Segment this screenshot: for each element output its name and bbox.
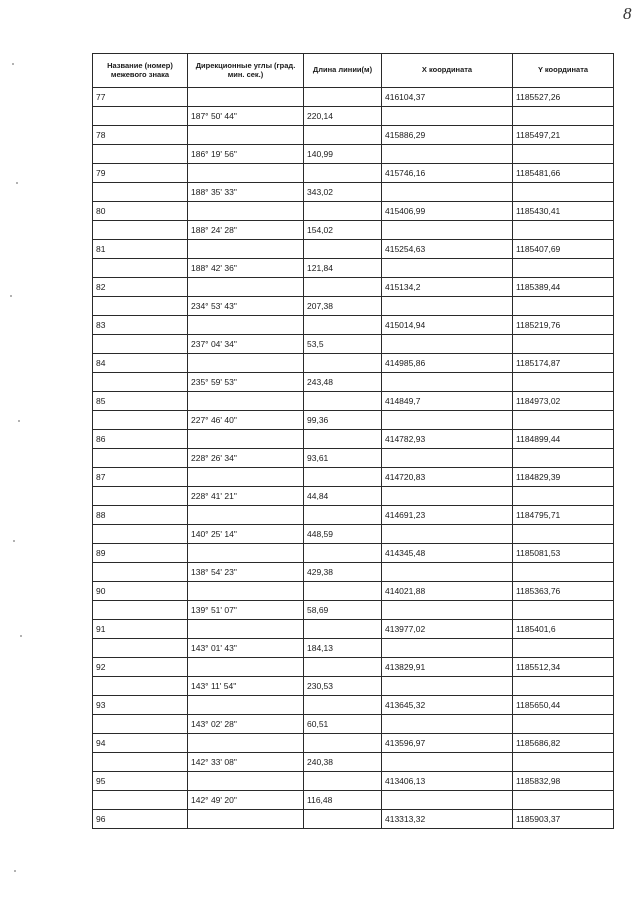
direction-angle: 234° 53' 43" [188, 297, 304, 316]
empty-cell [382, 639, 513, 658]
empty-cell [382, 183, 513, 202]
point-name: 83 [93, 316, 188, 335]
empty-cell [304, 126, 382, 145]
point-name: 87 [93, 468, 188, 487]
x-coordinate: 414691,23 [382, 506, 513, 525]
y-coordinate: 1185686,82 [513, 734, 614, 753]
empty-cell [513, 753, 614, 772]
x-coordinate: 414985,86 [382, 354, 513, 373]
empty-cell [382, 373, 513, 392]
point-row [93, 506, 614, 525]
empty-cell [513, 411, 614, 430]
point-row [93, 620, 614, 639]
point-name: 94 [93, 734, 188, 753]
empty-cell [188, 126, 304, 145]
point-name: 81 [93, 240, 188, 259]
y-coordinate: 1184829,39 [513, 468, 614, 487]
y-coordinate: 1185389,44 [513, 278, 614, 297]
empty-cell [513, 715, 614, 734]
y-coordinate: 1185430,41 [513, 202, 614, 221]
segment-row [93, 373, 614, 392]
empty-cell [93, 791, 188, 810]
header-point-name: Название (номер) межевого знака [93, 54, 188, 88]
segment-row [93, 639, 614, 658]
empty-cell [513, 487, 614, 506]
line-length: 240,38 [304, 753, 382, 772]
empty-cell [188, 734, 304, 753]
point-row [93, 734, 614, 753]
empty-cell [188, 202, 304, 221]
segment-row [93, 335, 614, 354]
y-coordinate: 1185174,87 [513, 354, 614, 373]
x-coordinate: 416104,37 [382, 88, 513, 107]
empty-cell [188, 354, 304, 373]
point-name: 89 [93, 544, 188, 563]
empty-cell [382, 411, 513, 430]
empty-cell [513, 145, 614, 164]
point-name: 79 [93, 164, 188, 183]
line-length: 99,36 [304, 411, 382, 430]
header-y-coordinate: Y координата [513, 54, 614, 88]
empty-cell [513, 259, 614, 278]
x-coordinate: 414720,83 [382, 468, 513, 487]
segment-row [93, 601, 614, 620]
y-coordinate: 1185407,69 [513, 240, 614, 259]
empty-cell [188, 278, 304, 297]
point-name: 90 [93, 582, 188, 601]
point-row [93, 696, 614, 715]
empty-cell [304, 316, 382, 335]
empty-cell [93, 639, 188, 658]
empty-cell [188, 392, 304, 411]
y-coordinate: 1185219,76 [513, 316, 614, 335]
x-coordinate: 415746,16 [382, 164, 513, 183]
point-row [93, 810, 614, 829]
direction-angle: 143° 02' 28" [188, 715, 304, 734]
direction-angle: 228° 41' 21" [188, 487, 304, 506]
empty-cell [304, 582, 382, 601]
point-row [93, 164, 614, 183]
empty-cell [93, 221, 188, 240]
scan-speck [16, 182, 18, 184]
empty-cell [304, 468, 382, 487]
empty-cell [382, 677, 513, 696]
empty-cell [188, 772, 304, 791]
empty-cell [188, 506, 304, 525]
point-row [93, 278, 614, 297]
point-name: 85 [93, 392, 188, 411]
empty-cell [304, 278, 382, 297]
empty-cell [513, 373, 614, 392]
direction-angle: 188° 42' 36" [188, 259, 304, 278]
y-coordinate: 1185903,37 [513, 810, 614, 829]
segment-row [93, 715, 614, 734]
empty-cell [513, 297, 614, 316]
y-coordinate: 1185497,21 [513, 126, 614, 145]
empty-cell [93, 335, 188, 354]
line-length: 429,38 [304, 563, 382, 582]
empty-cell [304, 392, 382, 411]
empty-cell [304, 354, 382, 373]
empty-cell [304, 810, 382, 829]
empty-cell [188, 240, 304, 259]
direction-angle: 139° 51' 07" [188, 601, 304, 620]
y-coordinate: 1185650,44 [513, 696, 614, 715]
page-number-mark: 8 [623, 4, 632, 23]
empty-cell [93, 753, 188, 772]
empty-cell [93, 715, 188, 734]
point-name: 84 [93, 354, 188, 373]
empty-cell [93, 525, 188, 544]
point-name: 93 [93, 696, 188, 715]
point-row [93, 544, 614, 563]
empty-cell [304, 620, 382, 639]
empty-cell [304, 88, 382, 107]
empty-cell [513, 183, 614, 202]
empty-cell [304, 202, 382, 221]
segment-row [93, 107, 614, 126]
header-x-coordinate: X координата [382, 54, 513, 88]
empty-cell [188, 582, 304, 601]
segment-row [93, 145, 614, 164]
line-length: 121,84 [304, 259, 382, 278]
point-name: 95 [93, 772, 188, 791]
empty-cell [304, 696, 382, 715]
empty-cell [382, 563, 513, 582]
point-row [93, 88, 614, 107]
empty-cell [93, 259, 188, 278]
direction-angle: 186° 19' 56" [188, 145, 304, 164]
segment-row [93, 221, 614, 240]
empty-cell [304, 164, 382, 183]
x-coordinate: 413596,97 [382, 734, 513, 753]
direction-angle: 188° 24' 28" [188, 221, 304, 240]
y-coordinate: 1184899,44 [513, 430, 614, 449]
point-row [93, 430, 614, 449]
empty-cell [382, 259, 513, 278]
point-name: 91 [93, 620, 188, 639]
empty-cell [382, 487, 513, 506]
y-coordinate: 1185081,53 [513, 544, 614, 563]
point-name: 78 [93, 126, 188, 145]
x-coordinate: 413977,02 [382, 620, 513, 639]
empty-cell [93, 373, 188, 392]
empty-cell [382, 601, 513, 620]
empty-cell [513, 791, 614, 810]
point-row [93, 468, 614, 487]
empty-cell [188, 658, 304, 677]
y-coordinate: 1185363,76 [513, 582, 614, 601]
empty-cell [93, 449, 188, 468]
point-name: 80 [93, 202, 188, 221]
x-coordinate: 414782,93 [382, 430, 513, 449]
x-coordinate: 415134,2 [382, 278, 513, 297]
y-coordinate: 1185481,66 [513, 164, 614, 183]
empty-cell [93, 107, 188, 126]
x-coordinate: 414021,88 [382, 582, 513, 601]
point-row [93, 316, 614, 335]
x-coordinate: 414849,7 [382, 392, 513, 411]
empty-cell [382, 791, 513, 810]
x-coordinate: 415014,94 [382, 316, 513, 335]
empty-cell [304, 506, 382, 525]
empty-cell [513, 107, 614, 126]
segment-row [93, 525, 614, 544]
point-row [93, 582, 614, 601]
x-coordinate: 415406,99 [382, 202, 513, 221]
point-row [93, 202, 614, 221]
empty-cell [188, 696, 304, 715]
empty-cell [513, 639, 614, 658]
empty-cell [513, 221, 614, 240]
segment-row [93, 449, 614, 468]
point-row [93, 240, 614, 259]
segment-row [93, 753, 614, 772]
header-direction-angle: Дирекционные углы (град. мин. сек.) [188, 54, 304, 88]
scan-speck [12, 63, 14, 65]
scan-speck [20, 635, 22, 637]
point-row [93, 354, 614, 373]
line-length: 44,84 [304, 487, 382, 506]
line-length: 140,99 [304, 145, 382, 164]
direction-angle: 140° 25' 14" [188, 525, 304, 544]
line-length: 58,69 [304, 601, 382, 620]
line-length: 343,02 [304, 183, 382, 202]
segment-row [93, 563, 614, 582]
empty-cell [93, 145, 188, 164]
empty-cell [188, 620, 304, 639]
x-coordinate: 415886,29 [382, 126, 513, 145]
empty-cell [304, 544, 382, 563]
empty-cell [188, 88, 304, 107]
empty-cell [382, 107, 513, 126]
line-length: 220,14 [304, 107, 382, 126]
y-coordinate: 1185512,34 [513, 658, 614, 677]
empty-cell [382, 335, 513, 354]
y-coordinate: 1185527,26 [513, 88, 614, 107]
segment-row [93, 677, 614, 696]
empty-cell [304, 658, 382, 677]
boundary-coordinates-table [92, 53, 614, 829]
empty-cell [304, 240, 382, 259]
empty-cell [382, 449, 513, 468]
x-coordinate: 413406,13 [382, 772, 513, 791]
empty-cell [513, 335, 614, 354]
header-line-length: Длина линии(м) [304, 54, 382, 88]
y-coordinate: 1184973,02 [513, 392, 614, 411]
line-length: 53,5 [304, 335, 382, 354]
line-length: 93,61 [304, 449, 382, 468]
scan-speck [14, 870, 16, 872]
segment-row [93, 411, 614, 430]
point-name: 92 [93, 658, 188, 677]
x-coordinate: 414345,48 [382, 544, 513, 563]
x-coordinate: 415254,63 [382, 240, 513, 259]
header-row [93, 54, 614, 88]
empty-cell [93, 563, 188, 582]
direction-angle: 142° 33' 08" [188, 753, 304, 772]
direction-angle: 143° 11' 54" [188, 677, 304, 696]
scan-speck [18, 420, 20, 422]
empty-cell [188, 810, 304, 829]
direction-angle: 237° 04' 34" [188, 335, 304, 354]
empty-cell [93, 297, 188, 316]
direction-angle: 228° 26' 34" [188, 449, 304, 468]
y-coordinate: 1185832,98 [513, 772, 614, 791]
line-length: 230,53 [304, 677, 382, 696]
empty-cell [513, 525, 614, 544]
line-length: 448,59 [304, 525, 382, 544]
line-length: 154,02 [304, 221, 382, 240]
point-row [93, 772, 614, 791]
point-row [93, 392, 614, 411]
table-body [93, 88, 614, 829]
empty-cell [513, 563, 614, 582]
line-length: 184,13 [304, 639, 382, 658]
empty-cell [382, 525, 513, 544]
line-length: 60,51 [304, 715, 382, 734]
segment-row [93, 487, 614, 506]
direction-angle: 188° 35' 33" [188, 183, 304, 202]
segment-row [93, 791, 614, 810]
direction-angle: 187° 50' 44" [188, 107, 304, 126]
empty-cell [93, 677, 188, 696]
empty-cell [513, 449, 614, 468]
empty-cell [93, 487, 188, 506]
point-name: 88 [93, 506, 188, 525]
empty-cell [382, 297, 513, 316]
line-length: 243,48 [304, 373, 382, 392]
empty-cell [513, 601, 614, 620]
point-name: 86 [93, 430, 188, 449]
y-coordinate: 1184795,71 [513, 506, 614, 525]
empty-cell [382, 715, 513, 734]
point-name: 77 [93, 88, 188, 107]
segment-row [93, 259, 614, 278]
empty-cell [188, 430, 304, 449]
direction-angle: 143° 01' 43" [188, 639, 304, 658]
scan-speck [10, 295, 12, 297]
empty-cell [93, 411, 188, 430]
empty-cell [188, 468, 304, 487]
point-name: 96 [93, 810, 188, 829]
empty-cell [513, 677, 614, 696]
direction-angle: 138° 54' 23" [188, 563, 304, 582]
scan-speck [13, 540, 15, 542]
empty-cell [93, 183, 188, 202]
empty-cell [188, 164, 304, 183]
direction-angle: 235° 59' 53" [188, 373, 304, 392]
empty-cell [304, 734, 382, 753]
y-coordinate: 1185401,6 [513, 620, 614, 639]
point-name: 82 [93, 278, 188, 297]
empty-cell [382, 753, 513, 772]
point-row [93, 126, 614, 145]
empty-cell [188, 316, 304, 335]
segment-row [93, 183, 614, 202]
x-coordinate: 413829,91 [382, 658, 513, 677]
x-coordinate: 413313,32 [382, 810, 513, 829]
segment-row [93, 297, 614, 316]
direction-angle: 227° 46' 40" [188, 411, 304, 430]
empty-cell [93, 601, 188, 620]
empty-cell [304, 430, 382, 449]
point-row [93, 658, 614, 677]
line-length: 207,38 [304, 297, 382, 316]
empty-cell [188, 544, 304, 563]
empty-cell [304, 772, 382, 791]
empty-cell [382, 221, 513, 240]
empty-cell [382, 145, 513, 164]
line-length: 116,48 [304, 791, 382, 810]
x-coordinate: 413645,32 [382, 696, 513, 715]
direction-angle: 142° 49' 20" [188, 791, 304, 810]
